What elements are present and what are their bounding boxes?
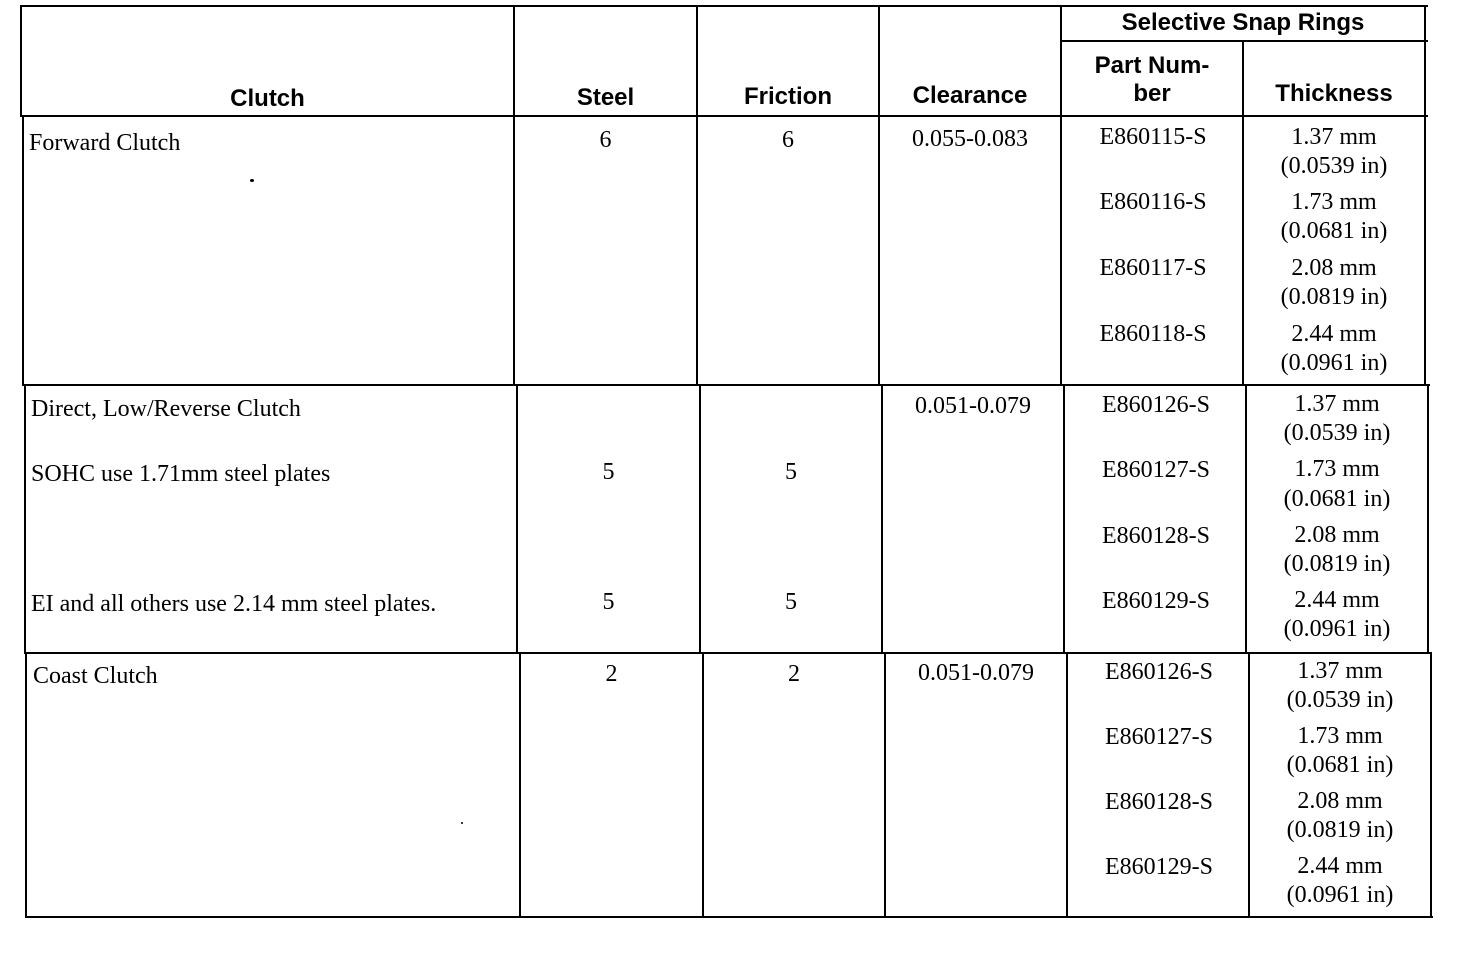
friction-count: 5 xyxy=(785,589,797,615)
header-part-number-line1: Part Num- xyxy=(1094,52,1210,79)
header-bottom-border xyxy=(20,115,1428,117)
clutch-note: EI and all others use 2.14 mm steel plates. xyxy=(31,591,437,617)
part-number: E860129-S xyxy=(1105,854,1213,880)
column-rule xyxy=(884,652,886,918)
friction-count: 6 xyxy=(782,127,794,153)
part-number: E860126-S xyxy=(1105,659,1213,685)
thickness-in: (0.0539 in) xyxy=(1280,153,1388,179)
group-header-underline xyxy=(1060,40,1428,42)
header-part-number-line2: ber xyxy=(1133,80,1171,107)
header-thickness: Thickness xyxy=(1275,80,1393,107)
header-selective-snap-rings: Selective Snap Rings xyxy=(1121,9,1365,36)
thickness-in: (0.0539 in) xyxy=(1283,420,1391,446)
column-rule xyxy=(1424,5,1426,386)
thickness-in: (0.0961 in) xyxy=(1283,616,1391,642)
clutch-name: Forward Clutch xyxy=(29,130,181,156)
column-rule xyxy=(1430,652,1432,918)
part-number: E860117-S xyxy=(1099,255,1207,281)
clearance-value: 0.051-0.079 xyxy=(918,660,1034,686)
steel-count: 6 xyxy=(599,127,612,153)
table-top-border xyxy=(20,5,1428,7)
clearance-value: 0.051-0.079 xyxy=(915,393,1031,419)
steel-count: 2 xyxy=(605,661,618,687)
table-bottom-border xyxy=(25,916,1433,918)
clutch-note: SOHC use 1.71mm steel plates xyxy=(31,461,331,487)
part-number: E860118-S xyxy=(1099,321,1207,347)
section-divider xyxy=(22,384,1430,386)
header-part-number xyxy=(1062,52,1242,108)
thickness-in: (0.0819 in) xyxy=(1280,284,1388,310)
thickness-mm: 2.44 mm xyxy=(1291,321,1377,347)
thickness-in: (0.0961 in) xyxy=(1280,350,1388,376)
column-rule xyxy=(513,5,515,386)
thickness-in: (0.0681 in) xyxy=(1283,486,1391,512)
column-rule xyxy=(702,652,704,918)
header-clearance: Clearance xyxy=(912,82,1028,109)
part-number: E860116-S xyxy=(1099,189,1207,215)
column-rule xyxy=(22,115,24,386)
part-number: E860115-S xyxy=(1099,124,1207,150)
thickness-mm: 1.37 mm xyxy=(1291,124,1377,150)
header-clutch: Clutch xyxy=(230,85,305,112)
thickness-mm: 2.08 mm xyxy=(1291,255,1377,281)
scan-speck xyxy=(461,822,463,824)
column-rule xyxy=(1427,384,1429,654)
part-number: E860127-S xyxy=(1105,724,1213,750)
column-rule xyxy=(519,652,521,918)
part-number: E860128-S xyxy=(1102,523,1210,549)
clearance-value: 0.055-0.083 xyxy=(912,126,1028,152)
thickness-mm: 1.37 mm xyxy=(1294,391,1380,417)
part-number: E860128-S xyxy=(1105,789,1213,815)
thickness-in: (0.0539 in) xyxy=(1286,687,1394,713)
thickness-mm: 1.37 mm xyxy=(1297,658,1383,684)
thickness-mm: 2.08 mm xyxy=(1294,522,1380,548)
column-rule xyxy=(878,5,880,386)
thickness-in: (0.0819 in) xyxy=(1286,817,1394,843)
friction-count: 2 xyxy=(788,661,800,687)
column-rule xyxy=(696,5,698,386)
thickness-mm: 1.73 mm xyxy=(1291,189,1377,215)
thickness-in: (0.0961 in) xyxy=(1286,882,1394,908)
thickness-mm: 1.73 mm xyxy=(1297,723,1383,749)
thickness-mm: 2.44 mm xyxy=(1294,587,1380,613)
section-divider xyxy=(24,652,1432,654)
thickness-in: (0.0681 in) xyxy=(1280,218,1388,244)
scan-speck xyxy=(250,179,254,182)
header-friction: Friction xyxy=(744,83,832,110)
thickness-in: (0.0819 in) xyxy=(1283,551,1391,577)
thickness-mm: 2.44 mm xyxy=(1297,853,1383,879)
part-number: E860127-S xyxy=(1102,457,1210,483)
thickness-mm: 2.08 mm xyxy=(1297,788,1383,814)
column-rule xyxy=(881,384,883,654)
column-rule xyxy=(25,652,27,918)
clutch-name: Direct, Low/Reverse Clutch xyxy=(31,396,301,422)
steel-count: 5 xyxy=(602,589,615,615)
part-number: E860129-S xyxy=(1102,588,1210,614)
column-rule xyxy=(24,384,26,654)
thickness-in: (0.0681 in) xyxy=(1286,752,1394,778)
thickness-mm: 1.73 mm xyxy=(1294,456,1380,482)
friction-count: 5 xyxy=(785,459,797,485)
part-number: E860126-S xyxy=(1102,392,1210,418)
clutch-name: Coast Clutch xyxy=(33,663,158,689)
steel-count: 5 xyxy=(602,459,615,485)
header-steel: Steel xyxy=(576,84,635,111)
